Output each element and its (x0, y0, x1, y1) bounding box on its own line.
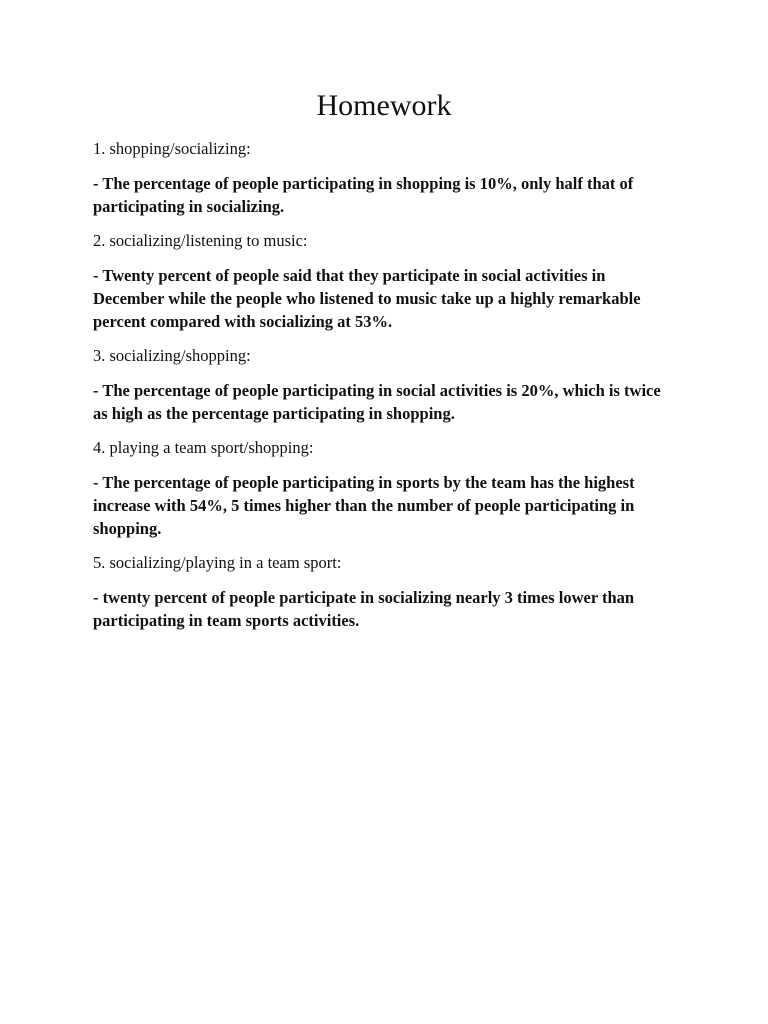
item-5-heading: 5. socializing/playing in a team sport: (93, 553, 342, 572)
item-1-answer: - The percentage of people participating in shopping is 10%, only half that of participating in socializing. (93, 174, 634, 216)
homework-content (93, 138, 673, 644)
item-3-heading: 3. socializing/shopping: (93, 346, 251, 365)
item-4-answer: - The percentage of people participating in sports by the team has the highest increase with 54%, 5 times higher than the number of people participating in shopping. (93, 473, 635, 538)
item-2-answer: - Twenty percent of people said that they participate in social activities in December while the people who listened to music take up a highly remarkable percent compared with socializing at 53%. (93, 266, 641, 331)
item-1-heading: 1. shopping/socializing: (93, 139, 251, 158)
item-2-heading: 2. socializing/listening to music: (93, 231, 308, 250)
item-3-answer: - The percentage of people participating in social activities is 20%, which is twice as high as the percentage participating in shopping. (93, 381, 661, 423)
item-4-heading: 4. playing a team sport/shopping: (93, 438, 314, 457)
page-title: Homework (316, 89, 452, 122)
item-5-answer: - twenty percent of people participate in socializing nearly 3 times lower than participating in team sports activities. (93, 588, 635, 630)
